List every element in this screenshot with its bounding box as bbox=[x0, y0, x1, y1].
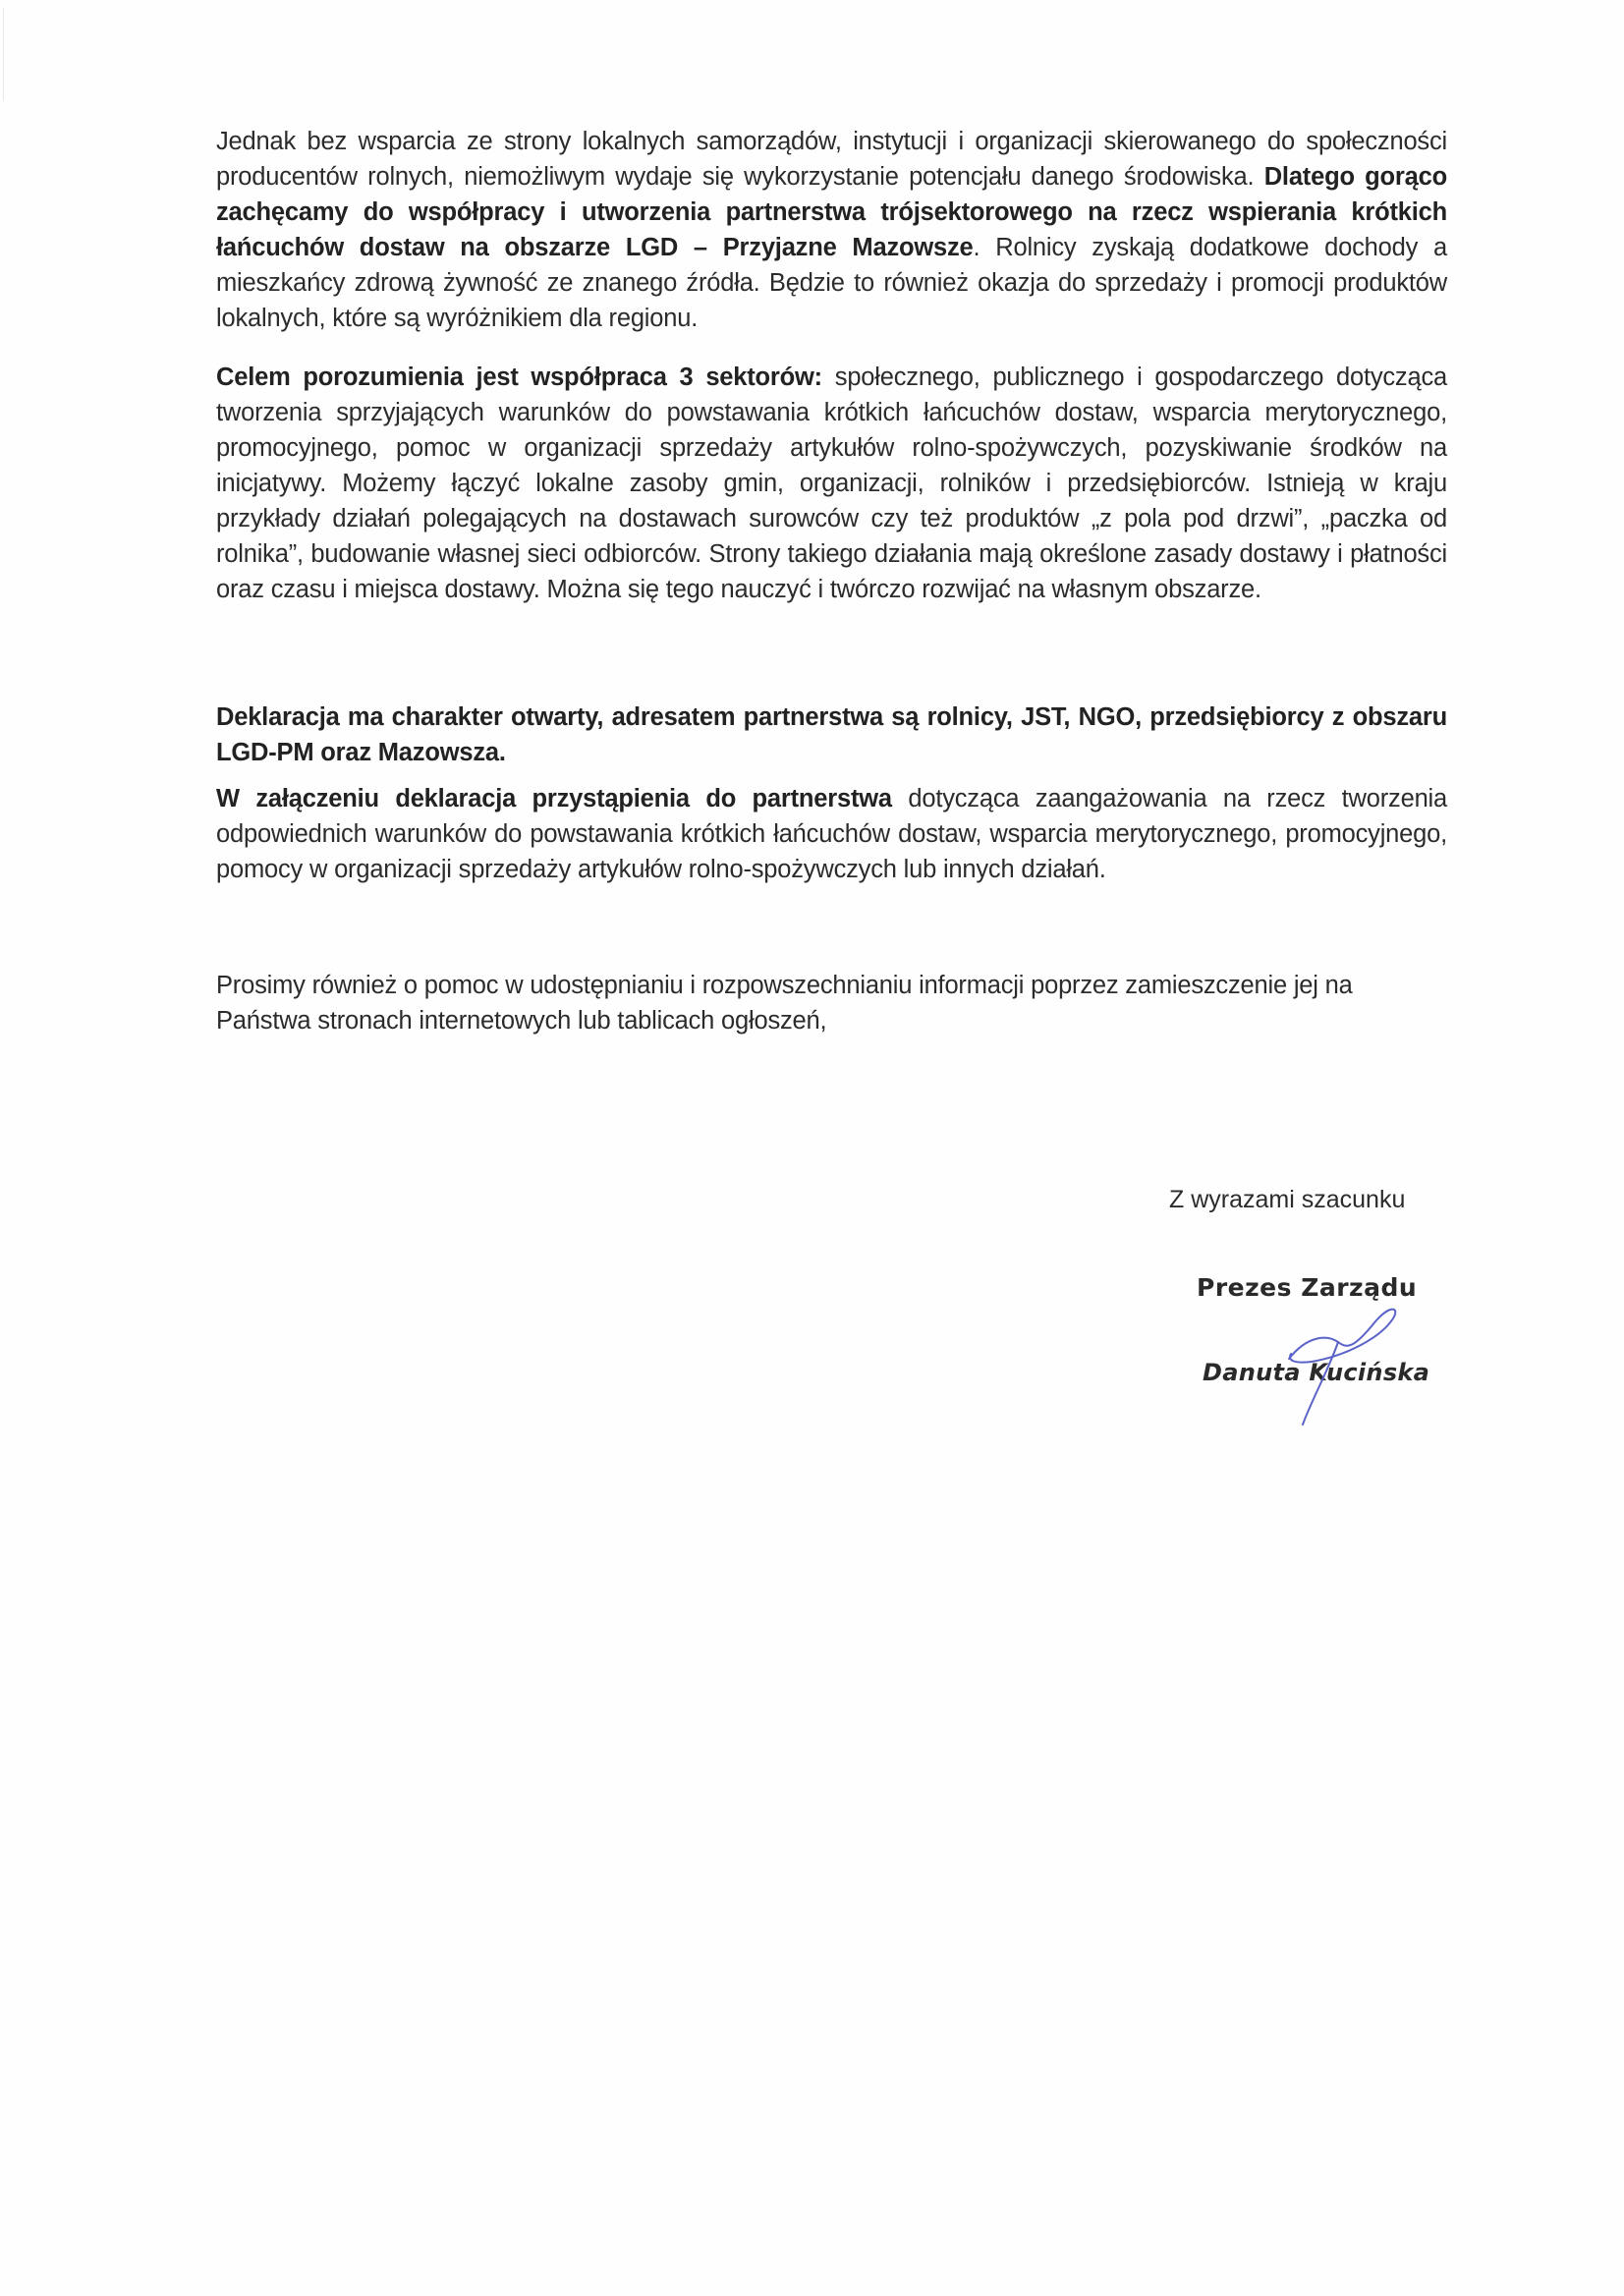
paragraph-dissemination-request bbox=[216, 968, 1447, 1038]
paragraph-support-call bbox=[216, 124, 1447, 336]
paragraph-text: Jednak bez wsparcia ze strony lokalnych samorządów, instytucji i organizacji skierowanego do społeczności producentów rolnych, niemożliwym wydaje się wykorzystanie potencjału danego środowiska. bbox=[216, 128, 1447, 191]
closing-salutation: Z wyrazami szacunku bbox=[1169, 1186, 1406, 1213]
signature-stroke bbox=[1289, 1310, 1395, 1363]
scan-edge-line bbox=[3, 8, 4, 101]
paragraph-text: . Rolnicy zyskają dodatkowe dochody a mieszkańcy zdrową żywność ze znanego źródła. Będzie to również okazja do sprzedaży i promocji produktów lokalnych, które są wyróżnikiem dla regionu. bbox=[216, 234, 1447, 332]
paragraph-bold-text: W załączeniu deklaracja przystąpienia do partnerstwa bbox=[216, 785, 892, 812]
signature-stroke bbox=[1303, 1342, 1338, 1425]
paragraph-bold-text: Celem porozumienia jest współpraca 3 sektorów: bbox=[216, 364, 822, 391]
paragraph-bold-text: Deklaracja ma charakter otwarty, adresatem partnerstwa są rolnicy, JST, NGO, przedsiębiorcy z obszaru LGD-PM oraz Mazowsza. bbox=[216, 703, 1447, 766]
signatory-name: Danuta Kucińska bbox=[1203, 1359, 1430, 1386]
paragraph-bold-text: Dlatego gorąco zachęcamy do współpracy i utworzenia partnerstwa trójsektorowego na rzecz wspierania krótkich łańcuchów dostaw na obszarze LGD – Przyjazne Mazowsze bbox=[216, 163, 1447, 261]
paragraph-agreement-goal bbox=[216, 360, 1447, 607]
paragraph-text: Prosimy również o pomoc w udostępnianiu i rozpowszechnianiu informacji poprzez zamieszczenie jej na Państwa stronach internetowych lub tablicach ogłoszeń, bbox=[216, 972, 1353, 1035]
paragraph-declaration-open bbox=[216, 700, 1447, 770]
paragraph-text: dotycząca zaangażowania na rzecz tworzenia odpowiednich warunków do powstawania krótkich łańcuchów dostaw, wsparcia merytorycznego, promocyjnego, pomocy w organizacji sprzedaży artykułów rolno-spożywczych lub innych działań. bbox=[216, 785, 1448, 883]
paragraph-text: społecznego, publicznego i gospodarczego dotycząca tworzenia sprzyjających warunków do powstawania krótkich łańcuchów dostaw, wsparcia merytorycznego, promocyjnego, pomoc w organizacji sprzedaży artykułów rolno-spożywczych, pozyskiwanie środków na inicjatywy. Możemy łączyć lokalne zasoby gmin, organizacji, rolników i przedsiębiorców. Istnieją w kraju przykłady działań polegających na dostawach surowców czy też produktów „z pola pod drzwi”, „paczka od rolnika”, budowanie własnej sieci odbiorców. Strony takiego działania mają określone zasady dostawy i płatności oraz czasu i miejsca dostawy. Można się tego nauczyć i twórczo rozwijać na własnym obszarze. bbox=[216, 364, 1447, 603]
paragraph-attachment bbox=[216, 781, 1447, 887]
signatory-title: Prezes Zarządu bbox=[1197, 1273, 1418, 1302]
handwritten-signature bbox=[1267, 1277, 1454, 1434]
